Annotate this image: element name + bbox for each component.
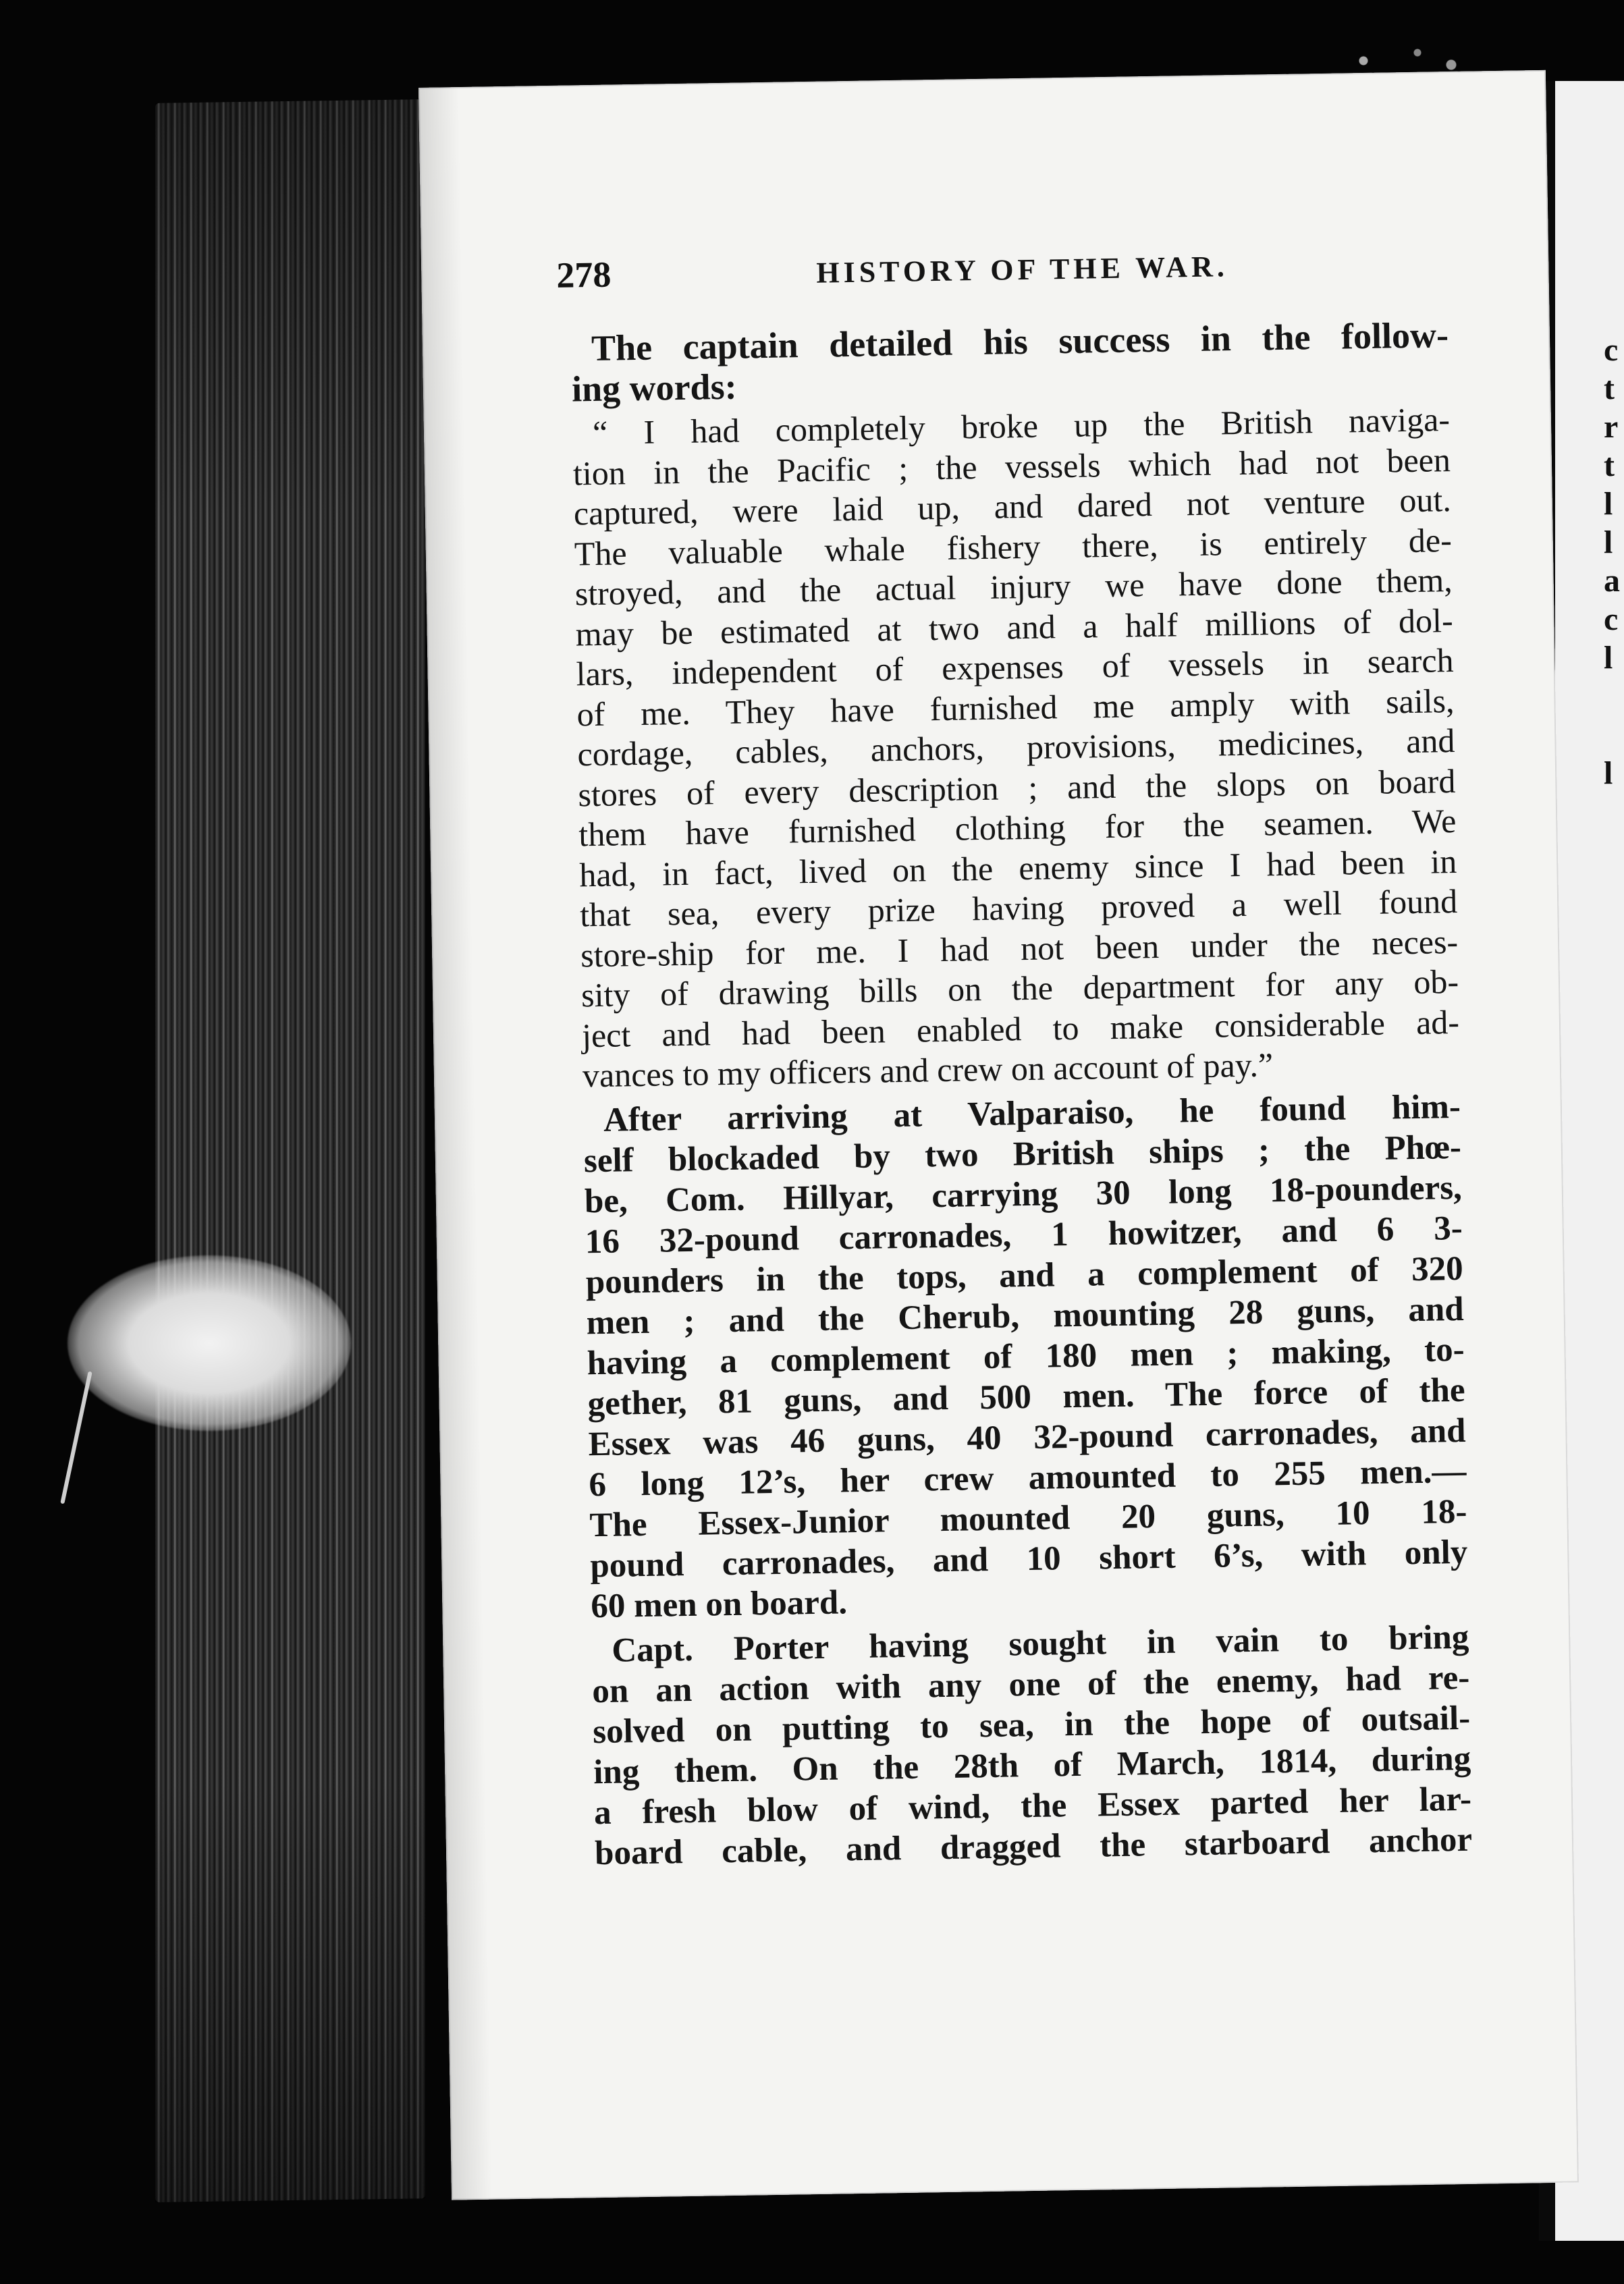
text-line: a fresh blow of wind, the Essex parted her lar-: [593, 1780, 1472, 1832]
text-line: sity of drawing bills on the department for any ob-: [580, 962, 1459, 1014]
adjacent-page-letter: l: [1604, 640, 1613, 676]
text-line: “ I had completely broke up the British naviga-: [592, 400, 1451, 452]
adjacent-page-letter: c: [1604, 332, 1619, 368]
adjacent-page-letter: [1604, 715, 1624, 754]
text-line: The captain detailed his success in the follow-: [591, 315, 1449, 369]
adjacent-page-letter: t: [1604, 447, 1615, 483]
running-head: [556, 240, 1455, 308]
text-line: be, Com. Hillyar, carrying 30 long 18-pounders,: [584, 1168, 1463, 1220]
text-line: gether, 81 guns, and 500 men. The force of the: [587, 1371, 1465, 1423]
text-line: solved on putting to sea, in the hope of outsail-: [592, 1699, 1471, 1751]
adjacent-page-letter: [1604, 1331, 1624, 1369]
text-line: board cable, and dragged the starboard anchor: [594, 1820, 1473, 1872]
text-line: stroyed, and the actual injury we have done them,: [574, 561, 1453, 613]
paragraph-quote: [572, 400, 1461, 1096]
paragraph-action: [591, 1616, 1472, 1873]
text-line: that sea, every prize having proved a well found: [579, 881, 1458, 934]
adjacent-page-letter: [1604, 831, 1624, 869]
adjacent-page-letter: [1604, 1254, 1624, 1293]
paper-fiber-blemish: [67, 1255, 351, 1431]
text-line: on an action with any one of the enemy, had re-: [591, 1658, 1470, 1710]
adjacent-page-letter: [1604, 946, 1624, 985]
adjacent-page-letter: [1604, 1216, 1624, 1254]
page-number: 278: [556, 254, 612, 296]
text-line: them have furnished clothing for the seamen. We: [578, 801, 1457, 854]
text-line: pound carronades, and 10 short 6’s, with only: [589, 1533, 1468, 1585]
text-line: cordage, cables, anchors, provisions, medicines, and: [577, 722, 1455, 773]
adjacent-page-letter: [1604, 1139, 1624, 1177]
adjacent-page-letter: r: [1604, 409, 1619, 445]
adjacent-page-letter: c: [1604, 601, 1619, 637]
adjacent-page-letter: [1604, 792, 1624, 831]
adjacent-page-letter: [1604, 1293, 1624, 1331]
text-line: 16 32-pound carronades, 1 howitzer, and 6 3-: [585, 1209, 1463, 1261]
running-title: HISTORY OF THE WAR.: [815, 250, 1229, 290]
text-line: Capt. Porter having sought in vain to bring: [611, 1618, 1469, 1670]
text-line: ing words:: [571, 366, 738, 410]
text-line: captured, were laid up, and dared not venture out.: [573, 481, 1452, 533]
text-line: After arriving at Valparaiso, he found him-: [603, 1087, 1461, 1139]
adjacent-page-letter: l: [1604, 486, 1613, 522]
adjacent-page-letter: [1604, 869, 1624, 908]
text-line: ing them. On the 28th of March, 1814, during: [593, 1739, 1471, 1791]
adjacent-page-letter: l: [1604, 524, 1613, 560]
book-fore-edge: [155, 99, 425, 2202]
text-line: men ; and the Cherub, mounting 28 guns, and: [586, 1290, 1465, 1342]
text-line: 6 long 12’s, her crew amounted to 255 men.—: [589, 1452, 1467, 1504]
text-line: having a complement of 180 men ; making, to-: [587, 1330, 1465, 1382]
adjacent-page-letter: [1604, 1369, 1624, 1408]
text-line: lars, independent of expenses of vessels in search: [576, 641, 1454, 693]
text-line: The valuable whale fishery there, is entirely de-: [574, 520, 1453, 572]
text-line: vances to my officers and crew on account of pay.”: [582, 1045, 1274, 1095]
text-line: had, in fact, lived on the enemy since I had been in: [578, 842, 1457, 894]
text-line: stores of every description ; and the slops on board: [578, 761, 1456, 813]
adjacent-page-letter: [1604, 1485, 1624, 1523]
book-page: [418, 70, 1579, 2200]
text-line: of me. They have furnished me amply with sails,: [576, 681, 1455, 733]
body-text: [571, 315, 1473, 1878]
adjacent-page-letter: l: [1604, 755, 1613, 791]
adjacent-page-letter: [1604, 677, 1624, 715]
text-line: self blockaded by two British ships ; the Phœ-: [583, 1128, 1462, 1180]
adjacent-page-letter: [1604, 1446, 1624, 1485]
paragraph-blockade: [583, 1086, 1469, 1626]
paper-fiber-thread: [60, 1371, 92, 1504]
text-line: ject and had been enabled to make considerable ad-: [581, 1002, 1460, 1054]
text-line: may be estimated at two and a half millions of dol-: [575, 601, 1454, 653]
adjacent-page-letter: [1604, 908, 1624, 946]
text-line: 60 men on board.: [590, 1583, 848, 1625]
adjacent-page-letter: [1604, 1100, 1624, 1139]
adjacent-page-letter: [1604, 985, 1624, 1023]
adjacent-page-letter: [1604, 1408, 1624, 1446]
page-gutter-shadow: [418, 87, 492, 2200]
text-line: tion in the Pacific ; the vessels which had not been: [572, 440, 1451, 492]
text-line: pounders in the tops, and a complement of 320: [585, 1249, 1464, 1301]
adjacent-page-letter: a: [1604, 563, 1620, 599]
adjacent-page-letter: [1604, 1023, 1624, 1062]
adjacent-page-letter: [1604, 1177, 1624, 1216]
text-line: Essex was 46 guns, 40 32-pound carronades, and: [588, 1411, 1466, 1463]
adjacent-page-letter: t: [1604, 371, 1615, 406]
text-line: The Essex-Junior mounted 20 guns, 10 18-: [589, 1492, 1467, 1544]
adjacent-page-letter: [1604, 1062, 1624, 1100]
text-line: store-ship for me. I had not been under the neces-: [580, 922, 1459, 974]
adjacent-page-letters: [1604, 331, 1624, 1523]
paragraph-intro: [571, 315, 1450, 409]
